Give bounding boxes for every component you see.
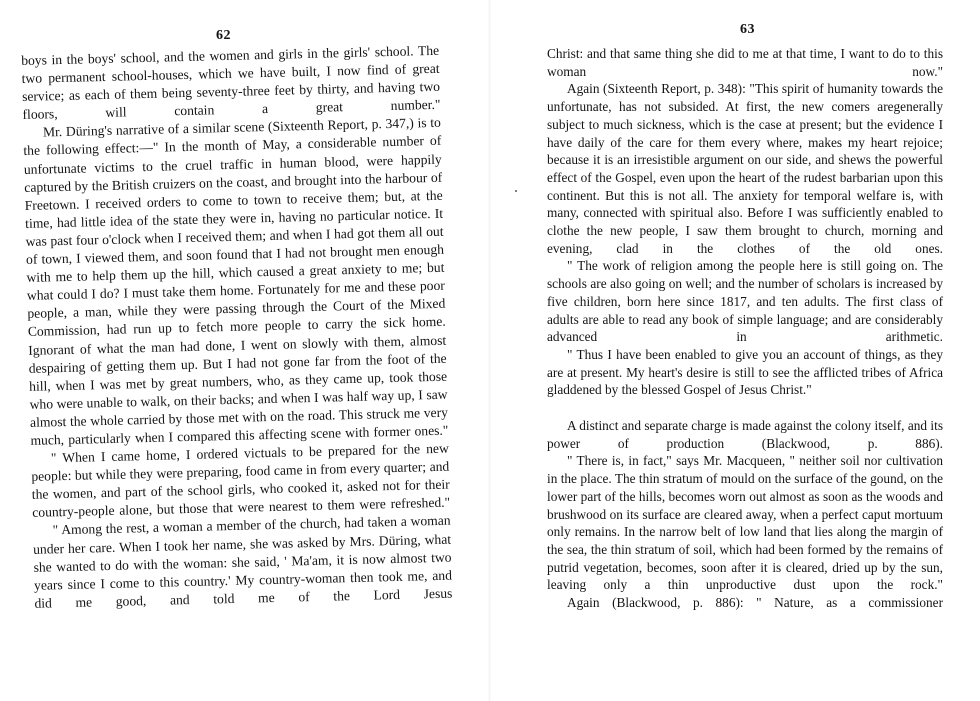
paragraph: Mr. Düring's narrative of a similar scene (Sixteenth Report, p. 347,) is to the following effect:—" In the month of May, a considerable number of unfortunate victims to the cruel traffic in human blood, were happily captured by the British cruizers on the coast, and brought into the harbour of Freetown. I received orders to come to town to receive them; but, at the time, had little idea of the state they were in, having no particular notice. It was past four o'clock when I received them; and when I had got them all out of town, I viewed them, and soon found that I had not brought men enough with me to help them up the hill, which caused a great anxiety to me; but what could I do? I must take them home. Fortunately for me and these poor people, a man, while they were passing through the Court of the Mixed Commission, had run up to fetch more people to carry the sick home. Ignorant of what the man had done, I went on slowly with them, almost despairing of getting them up. But I had not gone far from the foot of the hill, when I was met by great numbers, who, as they came up, took those who were unable to walk, on their backs; and when I was half way up, I saw almost the whole carried by those met with on the road. This struck me very much, particularly when I compared this affecting scene with former ones." [23, 115, 449, 448]
paragraph: " Thus I have been enabled to give you an account of things, as they are at present. My heart's desire is still to see the afflicted tribes of Africa gladdened by the blessed Gospel of Jesus Christ." [547, 346, 943, 398]
paragraph: A distinct and separate charge is made against the colony itself, and its power of production (Blackwood, p. 886). [547, 418, 943, 451]
paragraph: Christ: and that same thing she did to me at that time, I want to do to this woman now." [547, 46, 943, 79]
page-number-left: 62 [216, 28, 231, 43]
paragraph: " The work of religion among the people here is still going on. The schools are also going on well; and the number of scholars is increased by five children, born here since 1817, and ten adults. The first class of adults are able to read any book of simple language; and are considerably advanced in arithmetic. [547, 258, 943, 345]
paragraph: " Among the rest, a woman a member of the church, had taken a woman under her care. When I took her name, she was asked by Mrs. Düring, what she wanted to do with the woman: she said, ' Ma'am, it is now almost two years since I come to this country.' My country-woman then took me, and did me good, and told me of the Lord Jesus [32, 513, 453, 611]
paragraph: boys in the boys' school, and the women and girls in the girls' school. The two permanent school-houses, which we have built, I now find of great service; as each of them being seventy-three feet by thirty, and having two floors, will contain a great number." [21, 42, 441, 123]
left-page-text [21, 42, 453, 613]
paragraph: Again (Blackwood, p. 886): " Nature, as a commissioner [567, 595, 943, 611]
right-page [490, 0, 980, 701]
paragraph: Again (Sixteenth Report, p. 348): "This spirit of humanity towards the unfortunate, has not subsided. At first, the new comers aregenerally subject to much sickness, which is the case at present; but the evidence I have daily of the care for them every where, makes my heart rejoice; because it is an irresistible argument on our side, and shews the powerful effect of the Gospel, even upon the heart of the rudest barbarian upon this continent. But this is not all. The anxiety for temporal welfare is, with many, connected with spiritual also. Before I was sufficiently enabled to clothe the new people, I saw them brought to church, morning and evening, clad in the clothes of the old ones. [547, 81, 943, 256]
paragraph: " When I came home, I ordered victuals to be prepared for the new people: but while they were preparing, food came in from every quarter; and the women, and part of the school girls, who cooked it, asked not for their country-people alone, but those that were nearest to them were refreshed." [31, 440, 451, 521]
page-number-right: 63 [740, 22, 755, 37]
right-page-text [547, 45, 943, 612]
paragraph: " There is, in fact," says Mr. Macqueen, " neither soil nor cultivation in the place. The thin stratum of mould on the surface of the gound, on the lower part of the hills, becomes worn out almost as soon as the woods and brushwood on its surface are cleared away, when a perfect caput mortuum only remains. In the narrow belt of low land that lies along the margin of the sea, the thin stratum of soil, which had been formed by the remains of putrid vegetation, becomes, soon after it is cleared, dried up by the sun, leaving only a thin unproductive dust upon the rock." [547, 453, 943, 593]
